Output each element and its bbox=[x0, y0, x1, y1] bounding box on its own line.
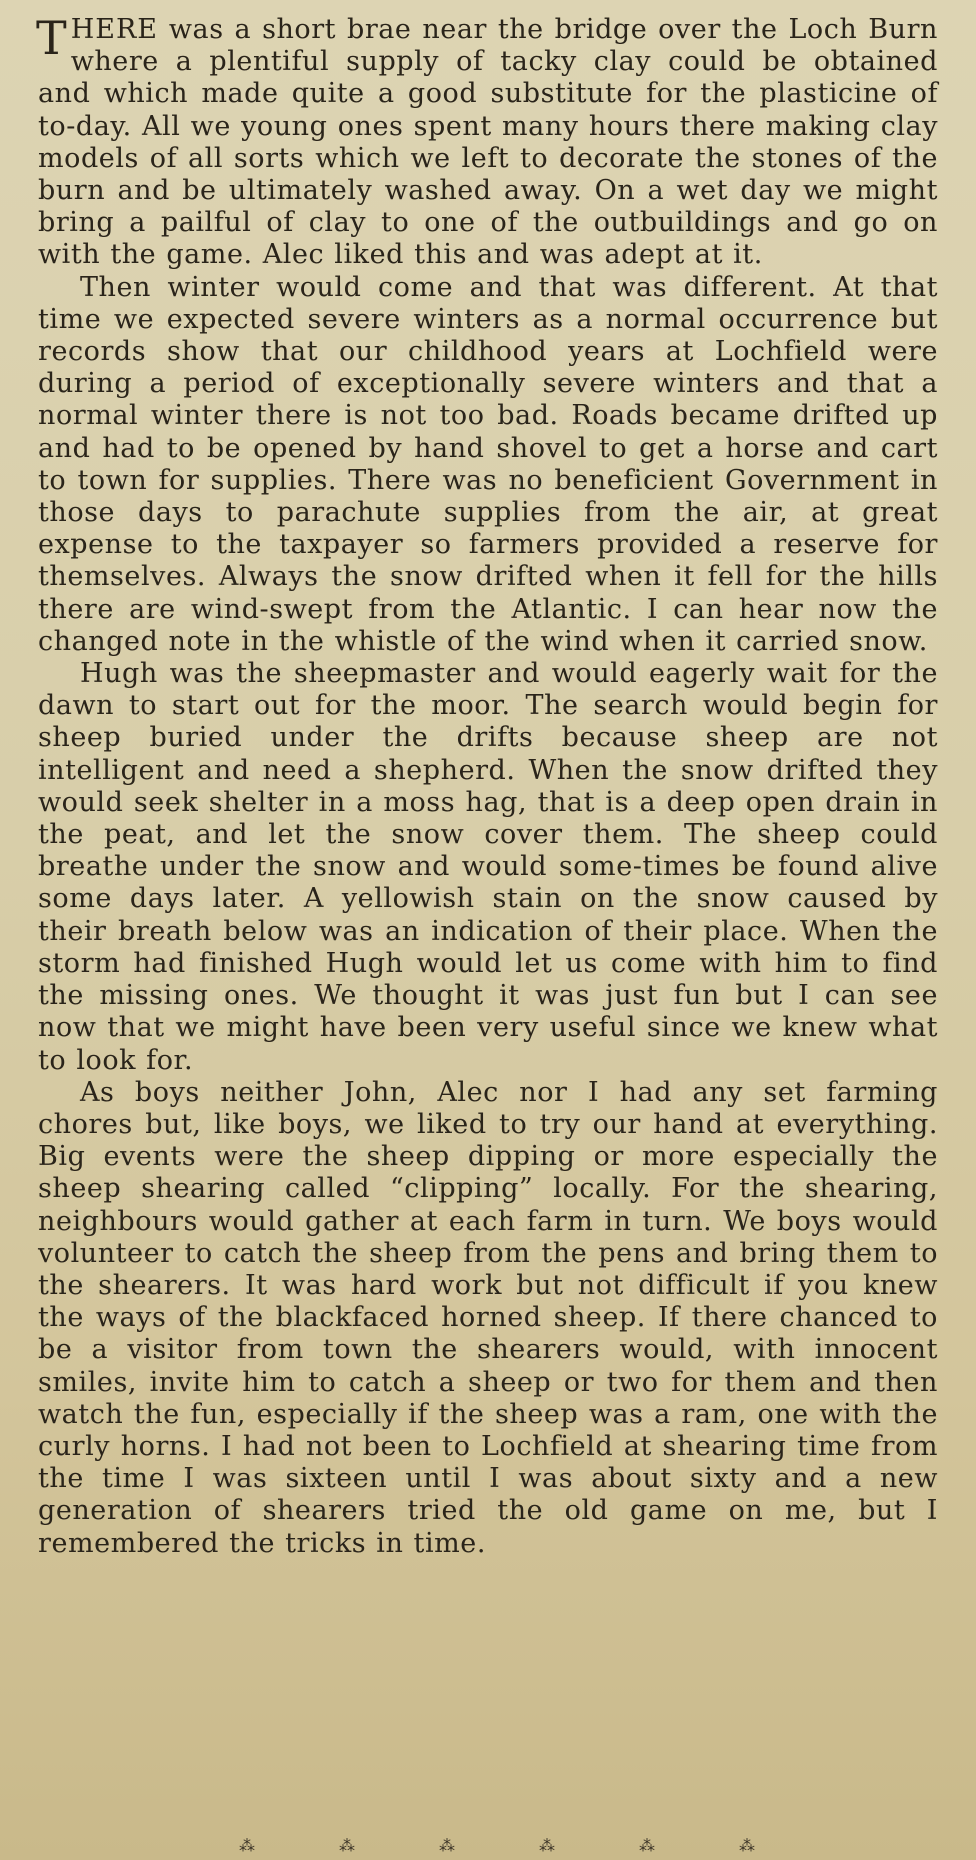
drop-cap: T bbox=[36, 11, 67, 65]
ornament-mark: ⁂ bbox=[339, 1836, 355, 1855]
ornament-mark: ⁂ bbox=[539, 1836, 555, 1855]
paragraph-4: As boys neither John, Alec nor I had any set farming chores but, like boys, we liked to try our hand at everything. Big events were the sheep dipping or more especially the sheep shearing called “clipping” locally. For the shearing, neighbours would gather at each farm in turn. We boys would volunteer to catch the sheep from the pens and bring them to the shearers. It was hard work but not difficult if you knew the ways of the blackfaced horned sheep. If there chanced to be a visitor from town the shearers would, with innocent smiles, invite him to catch a sheep or two for them and then watch the fun, especially if the sheep was a ram, one with the curly horns. I had not been to Lochfield at shearing time from the time I was sixteen until I was about sixty and a new generation of shearers tried the old game on me, but I remembered the tricks in time. bbox=[38, 1076, 938, 1559]
ornament-mark: ⁂ bbox=[739, 1836, 755, 1855]
opening-small-caps: HERE bbox=[70, 14, 158, 45]
ornament-mark: ⁂ bbox=[239, 1836, 255, 1855]
paragraph-1-text: was a short brae near the bridge over the Loch Burn where a plentiful supply of tacky clay could be obtained and which made quite a good substitute for the plasticine of to-day. All we young ones spent many hours there making clay models of all sorts which we left to decorate the stones of the burn and be ultimately washed away. On a wet day we might bring a pailful of clay to one of the outbuildings and go on with the game. Alec liked this and was adept at it. bbox=[38, 14, 938, 271]
paragraph-1 bbox=[36, 11, 938, 272]
ornament-mark: ⁂ bbox=[439, 1836, 455, 1855]
section-ornament bbox=[0, 1836, 976, 1855]
ornament-mark: ⁂ bbox=[639, 1836, 655, 1855]
paragraph-3: Hugh was the sheepmaster and would eagerly wait for the dawn to start out for the moor. The search would begin for sheep buried under the drifts because sheep are not intelligent and need a shepherd. When the snow drifted they would seek shelter in a moss hag, that is a deep open drain in the peat, and let the snow cover them. The sheep could breathe under the snow and would some-times be found alive some days later. A yellowish stain on the snow caused by their breath below was an indication of their place. When the storm had finished Hugh would let us come with him to find the missing ones. We thought it was just fun but I can see now that we might have been very useful since we knew what to look for. bbox=[38, 658, 938, 1076]
paragraph-2: Then winter would come and that was different. At that time we expected severe winters as a normal occurrence but records show that our childhood years at Lochfield were during a period of exceptionally severe winters and that a normal winter there is not too bad. Roads became drifted up and had to be opened by hand shovel to get a horse and cart to town for supplies. There was no beneficient Government in those days to parachute supplies from the air, at great expense to the taxpayer so farmers provided a reserve for themselves. Always the snow drifted when it fell for the hills there are wind-swept from the Atlantic. I can hear now the changed note in the whistle of the wind when it carried snow. bbox=[38, 271, 938, 657]
